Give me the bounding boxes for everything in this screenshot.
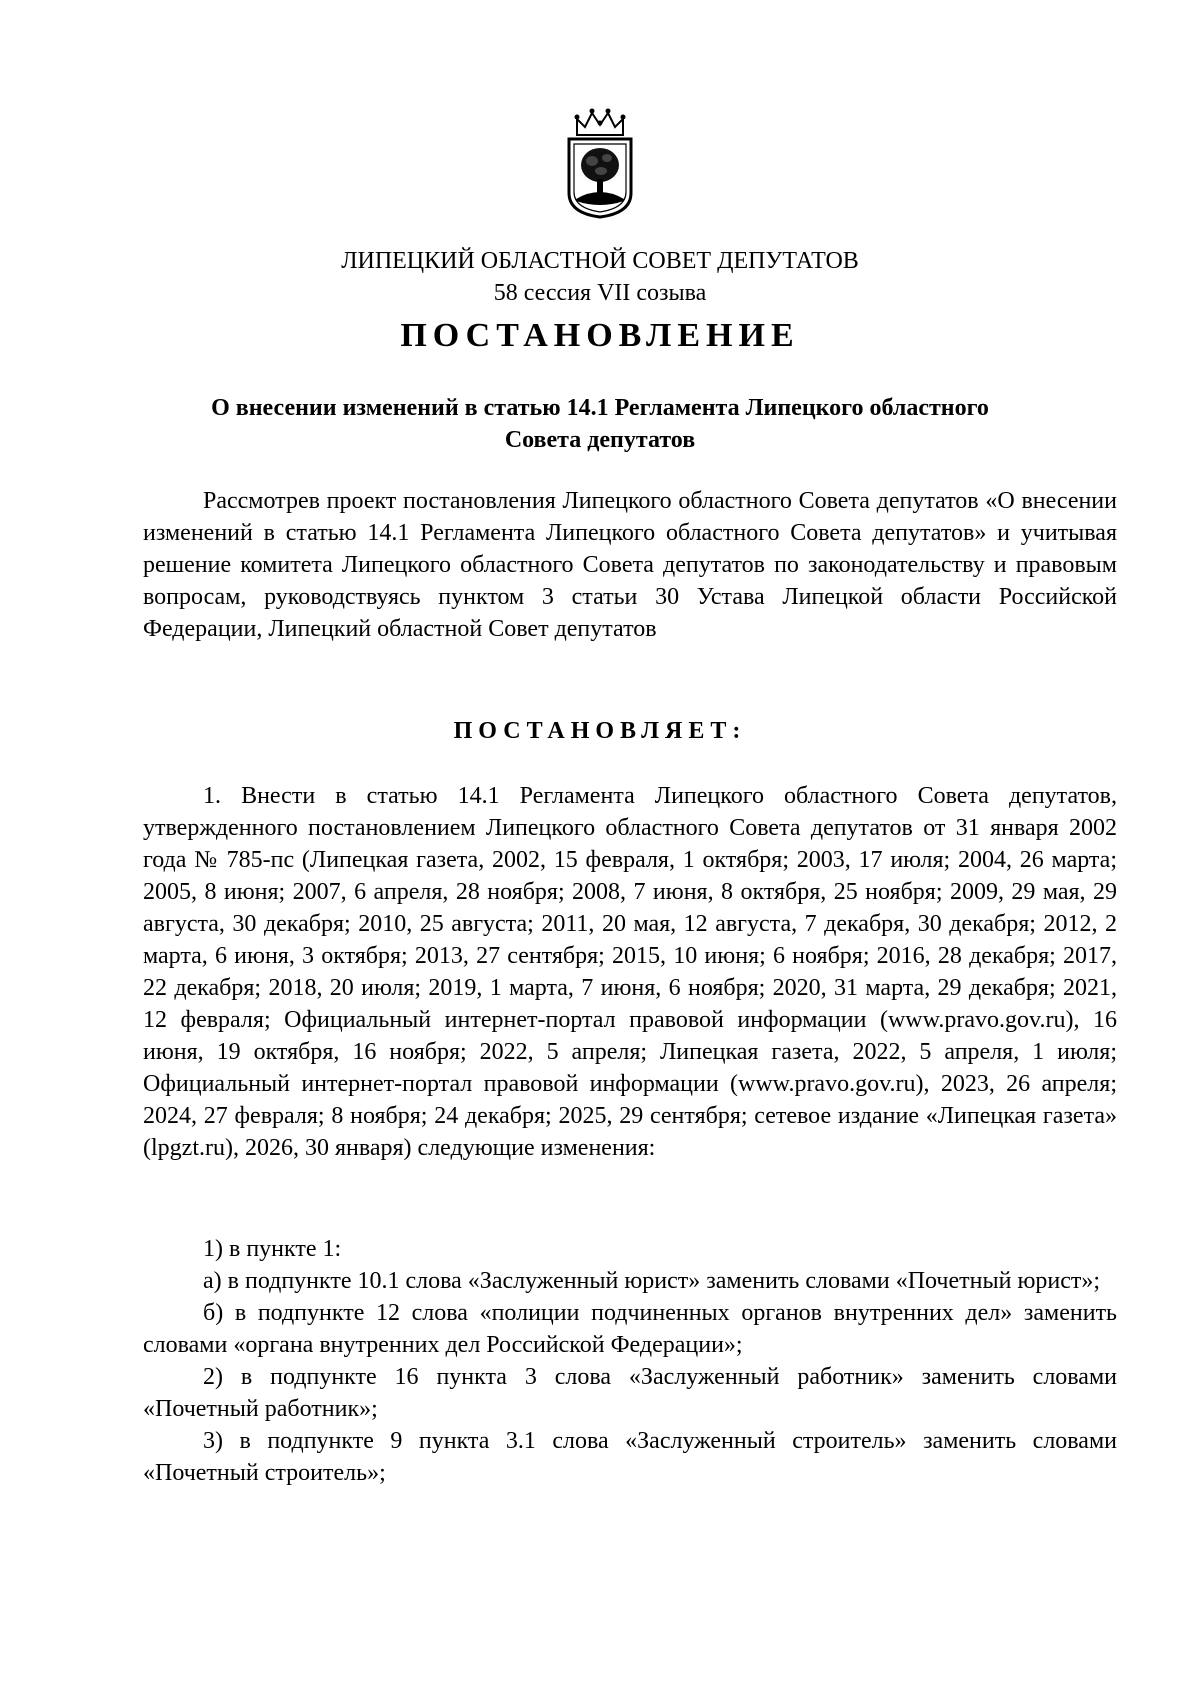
change-item: 2) в подпункте 16 пункта 3 слова «Заслуженный работник» заменить словами «Почетный работник»; [143, 1364, 1117, 1422]
session-number: 58 сессия VII созыва [493, 280, 707, 306]
change-item: а) в подпункте 10.1 слова «Заслуженный юрист» заменить словами «Почетный юрист»; [203, 1268, 1101, 1294]
change-item: б) в подпункте 12 слова «полиции подчиненных органов внутренних дел» заменить словами «органа внутренних дел Российской Федерации»; [143, 1300, 1117, 1358]
decree-heading: ПОСТАНОВЛЯЕТ: [453, 718, 747, 744]
subject-line-1: О внесении изменений в статью 14.1 Регламента Липецкого областного [211, 395, 989, 421]
preamble-paragraph: Рассмотрев проект постановления Липецкого областного Совета депутатов «О внесении изменений в статью 14.1 Регламента Липецкого областного Совета депутатов» и учитывая решение комитета Липецкого областного Совета депутатов по законодательству и правовым вопросам, руководствуясь пунктом 3 статьи 30 Устава Липецкой области Российской Федерации, Липецкий областной Совет депутатов [143, 488, 1117, 642]
document-subject [0, 392, 1200, 456]
changes-list [143, 1233, 1117, 1489]
document-type: ПОСТАНОВЛЕНИЕ [400, 317, 800, 354]
organization-name: ЛИПЕЦКИЙ ОБЛАСТНОЙ СОВЕТ ДЕПУТАТОВ [341, 248, 859, 274]
change-item: 3) в подпункте 9 пункта 3.1 слова «Заслуженный строитель» заменить словами «Почетный строитель»; [143, 1428, 1117, 1486]
clause-1-paragraph: 1. Внести в статью 14.1 Регламента Липецкого областного Совета депутатов, утвержденного постановлением Липецкого областного Совета депутатов от 31 января 2002 года № 785-пс (Липецкая газета, 2002, 15 февраля, 1 октября; 2003, 17 июля; 2004, 26 марта; 2005, 8 июня; 2007, 6 апреля, 28 ноября; 2008, 7 июня, 8 октября, 25 ноября; 2009, 29 мая, 29 августа, 30 декабря; 2010, 25 августа; 2011, 20 мая, 12 августа, 7 декабря, 30 декабря; 2012, 2 марта, 6 июня, 3 октября; 2013, 27 сентября; 2015, 10 июня; 6 ноября; 2016, 28 декабря; 2017, 22 декабря; 2018, 20 июля; 2019, 1 марта, 7 июня, 6 ноября; 2020, 31 марта, 29 декабря; 2021, 12 февраля; Официальный интернет-портал правовой информации (www.pravo.gov.ru), 16 июня, 19 октября, 16 ноября; 2022, 5 апреля; Липецкая газета, 2022, 5 апреля, 1 июля; Официальный интернет-портал правовой информации (www.pravo.gov.ru), 2023, 26 апреля; 2024, 27 февраля; 8 ноября; 24 декабря; 2025, 29 сентября; сетевое издание «Липецкая газета» (lpgzt.ru), 2026, 30 января) следующие изменения: [143, 783, 1117, 1161]
change-item: 1) в пункте 1: [203, 1236, 342, 1262]
subject-line-2: Совета депутатов [504, 427, 696, 453]
coat-of-arms-icon [565, 105, 635, 219]
